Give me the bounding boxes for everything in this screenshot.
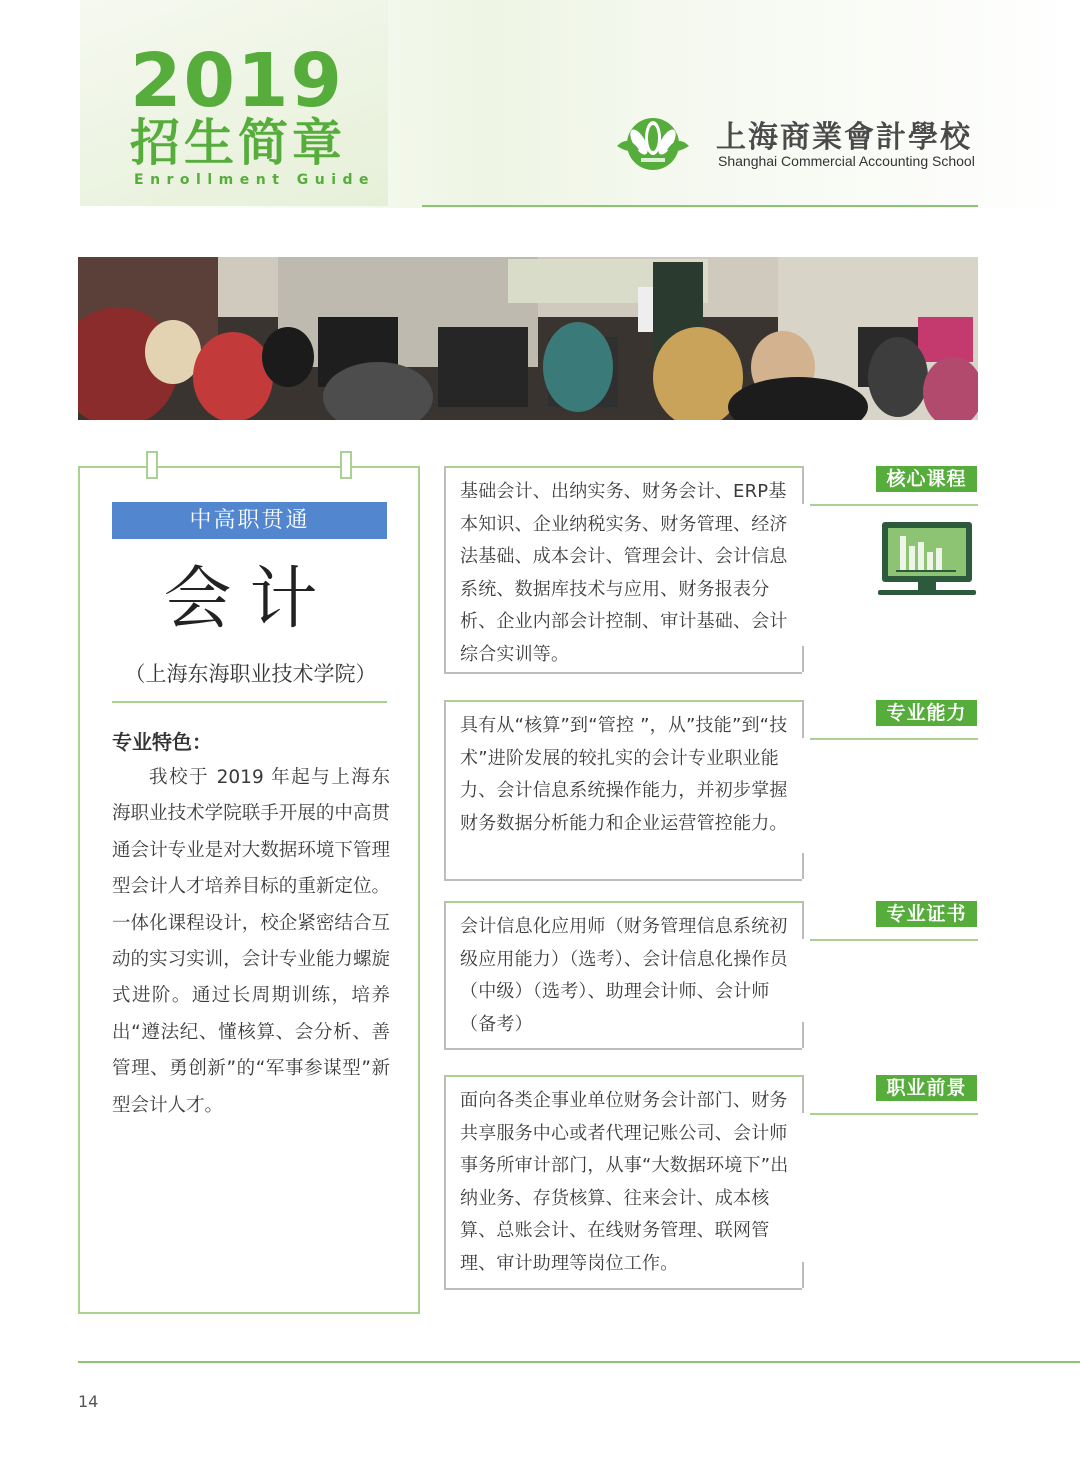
courses-top-line bbox=[446, 466, 802, 468]
courses-box bbox=[444, 466, 802, 674]
tag-rule-ability bbox=[810, 738, 978, 740]
chart-monitor-icon bbox=[878, 520, 976, 596]
guide-title-cn: 招生简章 bbox=[130, 114, 346, 172]
lotus-logo-icon bbox=[615, 110, 691, 174]
major-title: 会计 bbox=[163, 560, 336, 639]
tag-professional-ability: 专业能力 bbox=[876, 700, 977, 726]
ability-text: 具有从“核算”到“管控 ”，从”技能”到“技术”进阶发展的较扎实的会计专业职业能力、会计信息系统操作能力，并初步掌握财务数据分析能力和企业运营管控能力。 bbox=[460, 715, 788, 834]
career-text: 面向各类企事业单位财务会计部门、财务共享服务中心或者代理记账公司、会计师事务所审计部门，从事“大数据环境下”出纳业务、存货核算、往来会计、成本核算、总账会计、在线财务管理、联网管理、审计助理等岗位工作。 bbox=[460, 1090, 789, 1274]
card-divider bbox=[112, 701, 387, 703]
tag-rule-courses bbox=[810, 504, 978, 506]
ability-box bbox=[444, 700, 802, 881]
track-banner: 中高职贯通 bbox=[112, 502, 387, 539]
tag-rule-career bbox=[810, 1113, 978, 1115]
ability-top-line bbox=[446, 700, 802, 702]
card-clip-right bbox=[340, 451, 352, 479]
career-top-line bbox=[446, 1075, 802, 1077]
feature-label: 专业特色： bbox=[112, 730, 212, 754]
tag-rule-cert bbox=[810, 939, 978, 941]
cert-text: 会计信息化应用师（财务管理信息系统初级应用能力）（选考）、会计信息化操作员（中级）（选考）、助理会计师、会计师（备考） bbox=[460, 916, 788, 1035]
school-name-en: Shanghai Commercial Accounting School bbox=[718, 153, 975, 169]
courses-text: 基础会计、出纳实务、财务会计、ERP基本知识、企业纳税实务、财务管理、经济法基础、成本会计、管理会计、会计信息系统、数据库技术与应用、财务报表分析、企业内部会计控制、审计基础、会计综合实训等。 bbox=[460, 481, 788, 665]
cert-box bbox=[444, 901, 802, 1050]
classroom-photo bbox=[78, 257, 978, 420]
guide-title-en: Enrollment Guide bbox=[134, 172, 376, 188]
header-divider bbox=[422, 205, 978, 207]
cert-top-line bbox=[446, 901, 802, 903]
tag-core-courses: 核心课程 bbox=[876, 466, 977, 492]
card-clip-left bbox=[146, 451, 158, 479]
year-title: 2019 bbox=[130, 38, 344, 124]
school-name-cn: 上海商業會計學校 bbox=[716, 120, 972, 155]
tag-certificates: 专业证书 bbox=[876, 901, 977, 927]
career-box bbox=[444, 1075, 802, 1290]
page-number: 14 bbox=[78, 1392, 99, 1411]
feature-text: 我校于 2019 年起与上海东海职业技术学院联手开展的中高贯通会计专业是对大数据环境下管理型会计人才培养目标的重新定位。一体化课程设计，校企紧密结合互动的实习实训，会计专业能力螺旋式进阶。通过长周期训练，培养出“遵法纪、懂核算、会分析、善管理、勇创新”的“军事参谋型”新型会计人才。 bbox=[112, 767, 390, 1116]
partner-college: （上海东海职业技术学院） bbox=[124, 662, 377, 686]
footer-divider bbox=[78, 1361, 1080, 1363]
tag-career-prospects: 职业前景 bbox=[876, 1075, 977, 1101]
